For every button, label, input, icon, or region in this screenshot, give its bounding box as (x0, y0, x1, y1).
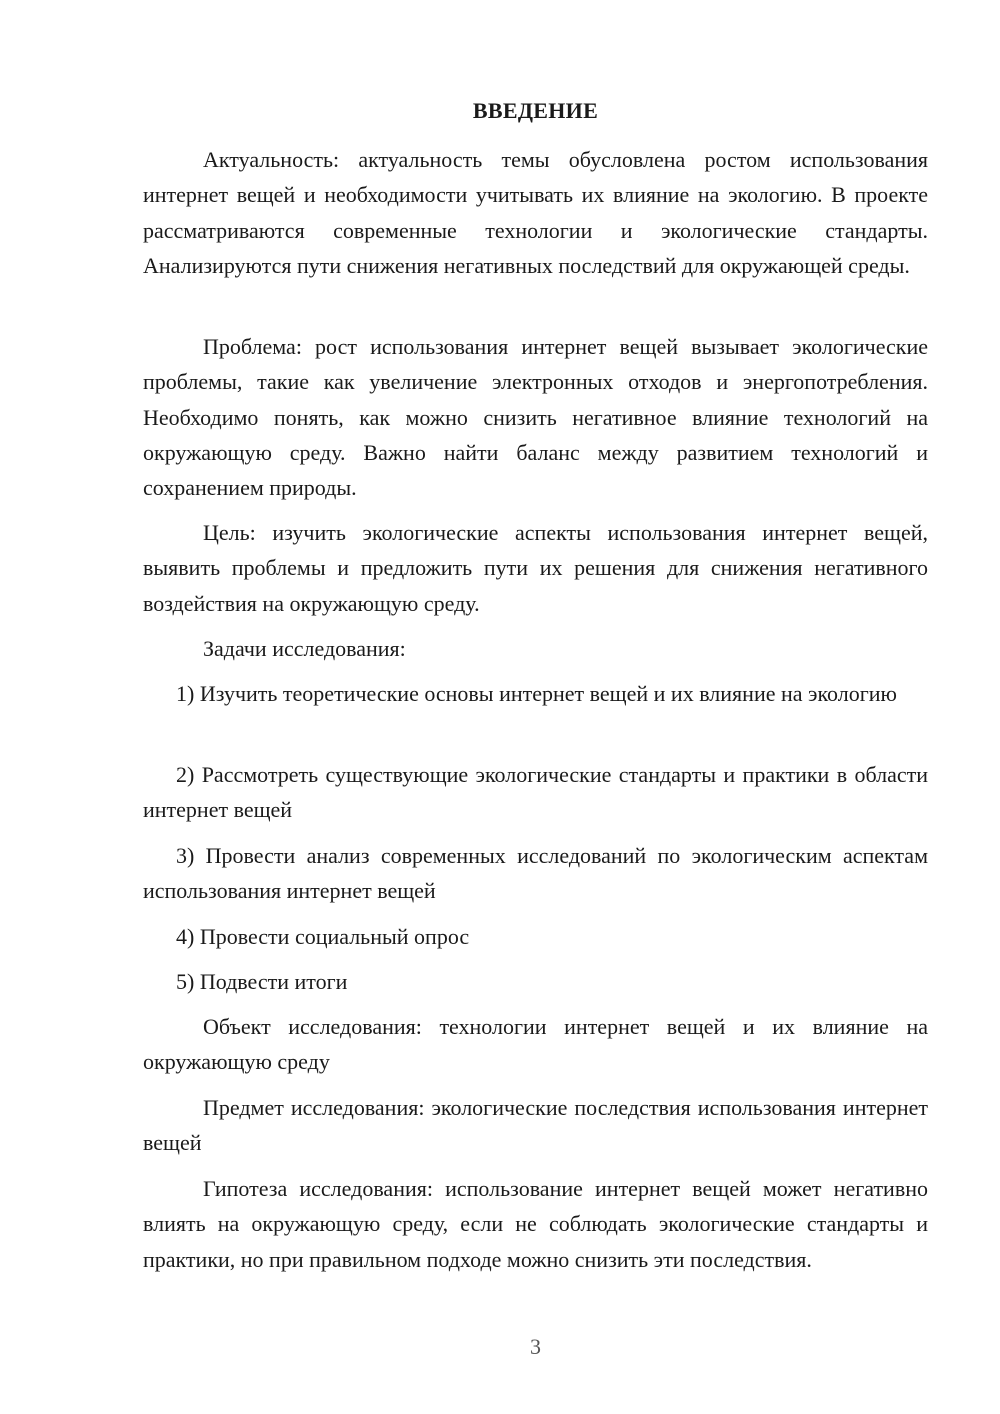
tasks-title: Задачи исследования: (203, 636, 406, 661)
paragraph-subject: Предмет исследования: экологические последствия использования интернет вещей (143, 1095, 928, 1156)
task-item-3: 3) Провести анализ современных исследований по экологическим аспектам использования интернет вещей (143, 843, 928, 904)
paragraph-goal: Цель: изучить экологические аспекты использования интернет вещей, выявить проблемы и предложить пути их решения для снижения негативного воздействия на окружающую среду. (143, 520, 928, 616)
section-heading: ВВЕДЕНИЕ (472, 98, 599, 123)
paragraph-relevance: Актуальность: актуальность темы обусловлена ростом использования интернет вещей и необходимости учитывать их влияние на экологию. В проекте рассматриваются современные технологии и экологические стандарты. Анализируются пути снижения негативных последствий для окружающей среды. (143, 147, 928, 278)
task-item-2: 2) Рассмотреть существующие экологические стандарты и практики в области интернет вещей (143, 762, 928, 823)
document-page (143, 0, 928, 1414)
paragraph-object: Объект исследования: технологии интернет вещей и их влияние на окружающую среду (143, 1014, 928, 1075)
task-item-1: 1) Изучить теоретические основы интернет вещей и их влияние на экологию (176, 681, 897, 706)
page-number: 3 (530, 1334, 541, 1359)
paragraph-problem: Проблема: рост использования интернет вещей вызывает экологические проблемы, такие как увеличение электронных отходов и энергопотребления. Необходимо понять, как можно снизить негативное влияние технологий на окружающую среду. Важно найти баланс между развитием технологий и сохранением природы. (143, 334, 928, 501)
task-item-5: 5) Подвести итоги (176, 969, 348, 994)
task-item-4: 4) Провести социальный опрос (176, 924, 470, 949)
paragraph-hypothesis: Гипотеза исследования: использование интернет вещей может негативно влиять на окружающую среду, если не соблюдать экологические стандарты и практики, но при правильном подходе можно снизить эти последствия. (143, 1176, 928, 1272)
